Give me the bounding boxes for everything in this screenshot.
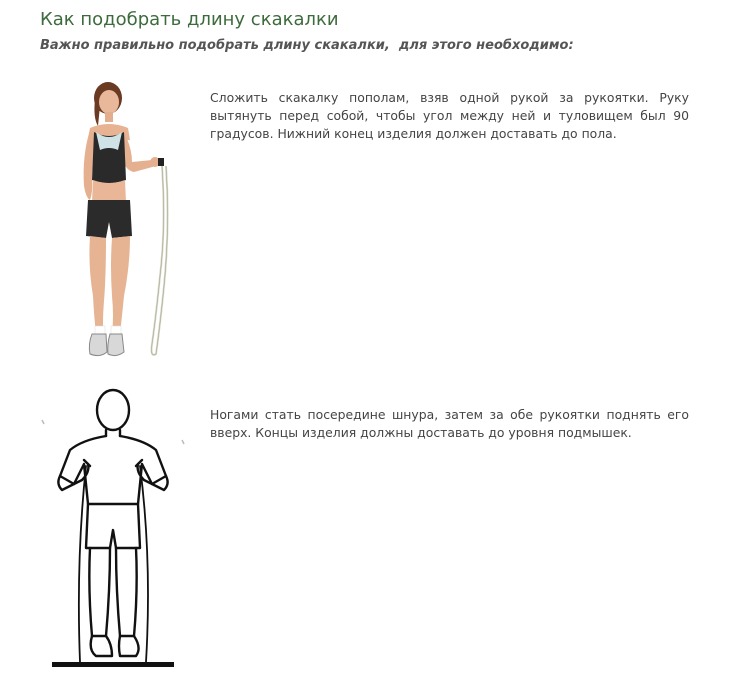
right-shoe (108, 334, 124, 356)
sketch-floor (52, 662, 174, 667)
sketch-rope-left (79, 466, 86, 662)
sketch-head (97, 390, 129, 430)
sketch-rope-right (140, 466, 148, 662)
face (99, 90, 119, 114)
step-2-text: Ногами стать посередине шнура, затем за обе рукоятки поднять его вверх. Концы изделия должны доставать до уровня подмышек. (210, 407, 689, 440)
man-standing-on-rope-illustration (38, 380, 188, 680)
step-1-text: Сложить скакалку пополам, взяв одной рукой за рукоятки. Руку вытянуть перед собой, чтобы угол между ней и туловищем был 90 градусов. Нижний конец изделия должен доставать до пола. (210, 90, 689, 141)
shorts (86, 200, 132, 238)
left-shoe (89, 334, 107, 356)
page-title: Как подобрать длину скакалки (40, 9, 339, 30)
page-subtitle: Важно правильно подобрать длину скакалки, для этого необходимо: (40, 38, 574, 53)
woman-holding-rope-illustration (60, 76, 190, 366)
